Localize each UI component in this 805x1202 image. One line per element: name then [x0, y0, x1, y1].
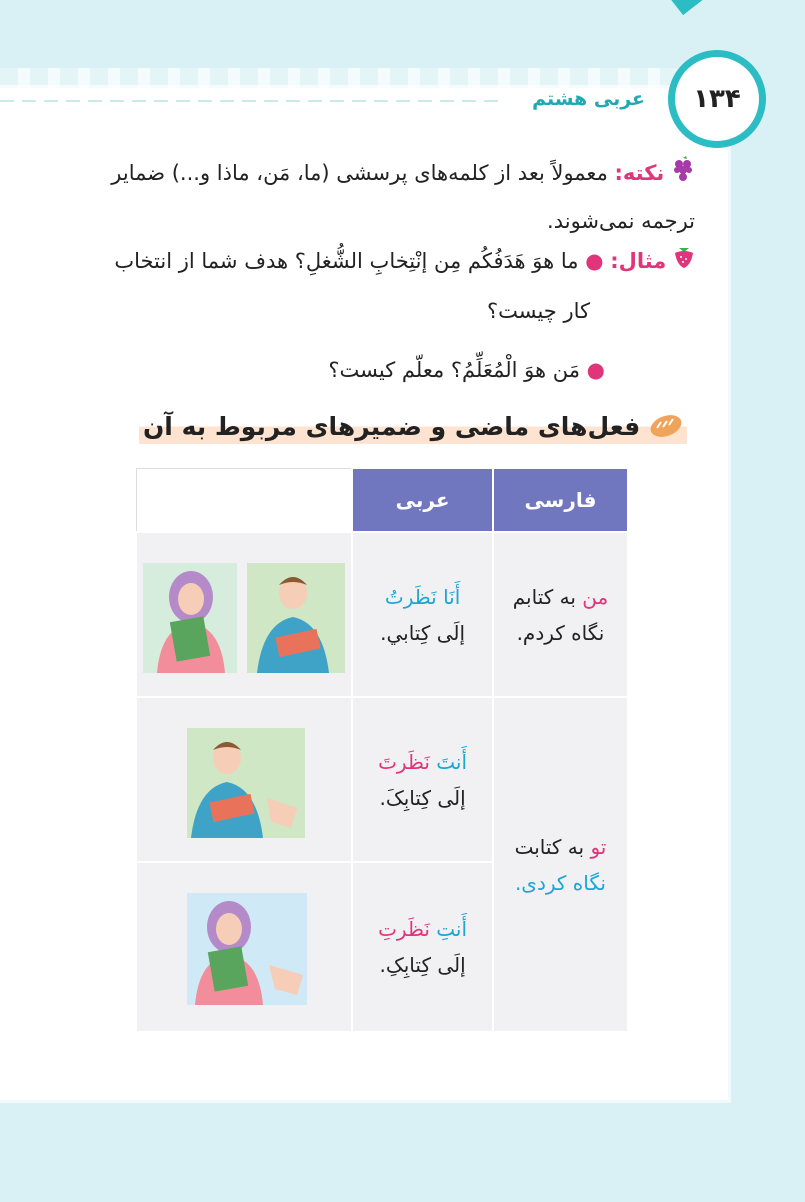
arabic-cell	[352, 532, 493, 697]
corner-tab	[640, 0, 805, 15]
girl-reading-illustration	[143, 563, 237, 677]
header-empty	[136, 468, 352, 532]
arabic-cell	[352, 862, 493, 1032]
image-cell	[136, 532, 352, 697]
image-cell	[136, 862, 352, 1032]
page-number: ۱۳۴	[668, 50, 766, 148]
note-paragraph	[95, 155, 695, 193]
example-line-2: کار چیست؟	[486, 299, 590, 323]
arabic-text: إلَی کِتابي.	[380, 620, 466, 645]
section-heading-text: فعل‌های ماضی و ضمیرهای مربوط به آن	[142, 412, 641, 441]
boy-reading-illustration	[247, 563, 345, 677]
table-row	[136, 697, 628, 862]
farsi-text: نگاه کردم.	[516, 620, 605, 645]
pronoun-text: تو	[590, 834, 607, 859]
example-line-3: مَن هوَ الْمُعَلِّمُ؟ معلّم کیست؟	[328, 358, 580, 382]
pronoun-text: أَنتَ	[436, 749, 468, 774]
example-label: مثال:	[610, 249, 667, 273]
arabic-cell	[352, 697, 493, 862]
boy-pointing-illustration	[187, 728, 305, 842]
bullet-dot: ●	[586, 358, 605, 382]
farsi-text: به کتابم	[512, 584, 583, 609]
example-line-1: ما هوَ هَدَفُکُم مِن إنْتِخابِ الشُّغلِ؟ هدف شما از انتخاب	[114, 249, 579, 273]
bullet-dot: ●	[585, 249, 604, 273]
girl-pointing-illustration	[187, 893, 307, 1009]
verb-text: نَظَرتُ	[384, 584, 444, 609]
pronoun-text: أَنَا	[443, 584, 461, 609]
farsi-text: نگاه کردی.	[514, 870, 606, 895]
note-label: نکته:	[614, 161, 665, 185]
farsi-cell	[493, 532, 628, 697]
table-row	[136, 532, 628, 697]
book-title: عربی هشتم	[532, 88, 645, 110]
example-paragraph	[95, 243, 695, 280]
header-farsi: فارسی	[493, 468, 628, 532]
table-header-row	[136, 468, 628, 532]
farsi-text: به کتابت	[514, 834, 591, 859]
pronoun-text: أَنتِ	[436, 917, 468, 941]
farsi-cell	[493, 697, 628, 1032]
verb-text: نَظَرتِ	[378, 917, 437, 941]
note-line-1: معمولاً بعد از کلمه‌های پرسشی (ما، مَن، ماذا و...) ضمایر	[111, 161, 608, 185]
strawberry-icon	[673, 244, 695, 280]
pronoun-text: من	[582, 584, 609, 609]
example-bullet-line	[5, 352, 605, 388]
header-rule	[0, 100, 500, 102]
arabic-text: إلَی کِتابِکَ.	[379, 785, 466, 810]
verb-text: نَظَرتَ	[378, 749, 437, 774]
note-line-2: ترجمه نمی‌شوند.	[547, 209, 695, 233]
arabic-text: إلَی کِتابِکِ.	[379, 953, 466, 977]
image-cell	[136, 697, 352, 862]
conjugation-table	[135, 467, 629, 1033]
grape-icon	[671, 156, 695, 193]
bread-icon	[649, 412, 683, 444]
header-arabi: عربی	[352, 468, 493, 532]
section-heading	[139, 412, 687, 444]
